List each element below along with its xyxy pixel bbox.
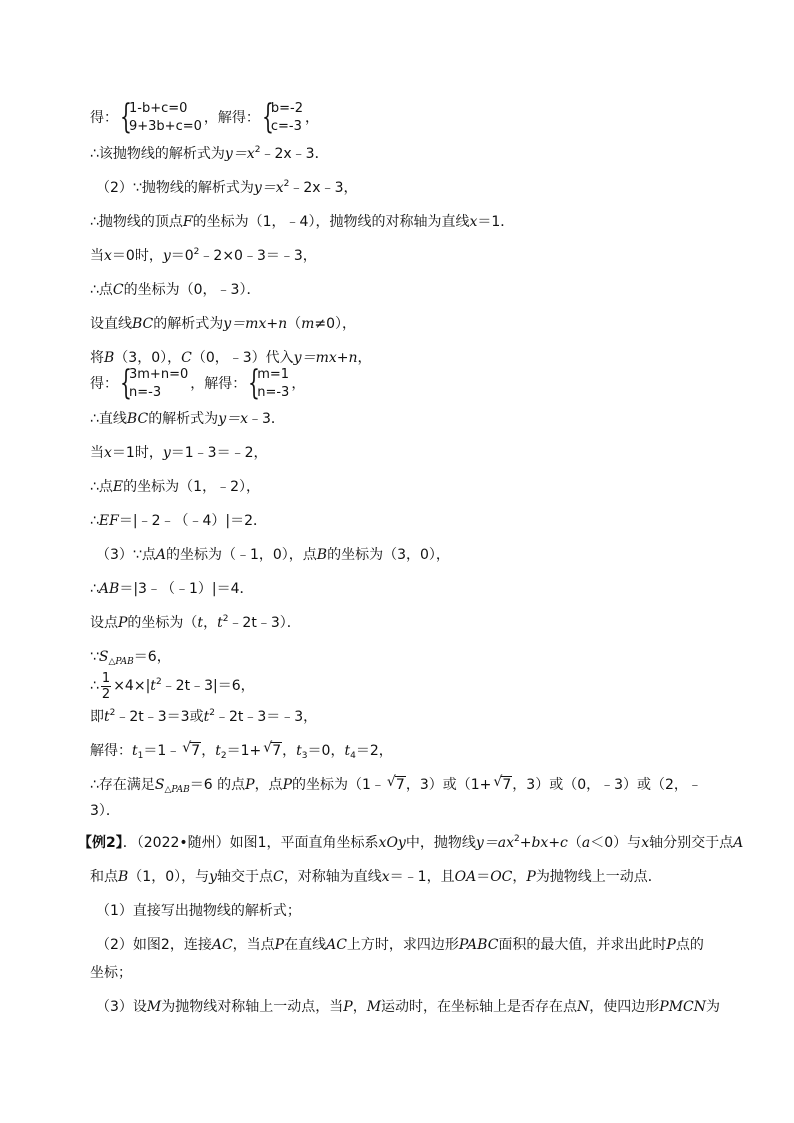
math-var: A: [155, 547, 166, 563]
text: 和点: [90, 869, 118, 885]
text: ∴该抛物线的解析式为: [90, 146, 225, 162]
fraction-numerator: 1: [101, 670, 111, 686]
equation-row: b=-2: [270, 101, 303, 116]
equation-row: n=-3: [129, 385, 162, 400]
text: 轴交于点: [217, 869, 274, 885]
text: （3，0），: [114, 350, 182, 366]
math-var: AC: [326, 937, 347, 953]
text: ，解得：: [203, 110, 260, 126]
text: 中，抛物线: [405, 835, 476, 851]
subscript: 2: [220, 751, 227, 761]
text: 的坐标为（0，﹣3）．: [123, 282, 261, 298]
math-var: PMCN: [659, 999, 706, 1015]
math-var: x: [381, 869, 390, 885]
text: ﹣3．: [248, 411, 285, 427]
math-var: B: [104, 350, 115, 366]
text: （0，﹣3）代入: [191, 350, 294, 366]
sqrt-radicand: 7: [272, 743, 282, 759]
x0-line: [90, 245, 710, 267]
math-var: x: [104, 248, 112, 264]
superscript: 2: [209, 708, 215, 718]
math-var: EF: [98, 513, 119, 529]
equation-system: { 3m+n=0 n=-3: [120, 363, 189, 403]
text: 的坐标为（1﹣: [291, 777, 385, 793]
point-e-line: [90, 476, 710, 498]
example2-line-1: [78, 832, 744, 854]
example2-line-2: [90, 866, 710, 888]
point-p-line: [90, 612, 710, 634]
math-var: C: [112, 282, 124, 298]
text: 得：: [90, 376, 118, 392]
text: ＝0时，: [111, 248, 163, 264]
text: 的坐标为（: [127, 615, 198, 631]
math-var: C: [273, 869, 284, 885]
text: ∴直线: [90, 411, 127, 427]
math-var: BC: [126, 411, 149, 427]
text: ，: [305, 110, 319, 126]
text: 面积的最大值，并求出此时: [498, 937, 667, 953]
text: （2）如图2，连接: [96, 937, 212, 953]
text: ，: [512, 869, 527, 885]
math-var: P: [526, 869, 536, 885]
text: ＝1+: [226, 743, 262, 759]
text: （1，0），与: [128, 869, 210, 885]
text: ﹣2×0﹣3＝﹣3，: [199, 248, 317, 264]
text: （3）∵点: [96, 547, 156, 563]
math-var: t: [150, 678, 156, 694]
math-var: F: [182, 214, 193, 230]
text: ﹣2t﹣3|＝6，: [161, 678, 255, 694]
math-var: BC: [132, 316, 154, 332]
text: ＝|﹣2﹣（﹣4）|＝2．: [118, 513, 268, 529]
question-3: [96, 996, 720, 1018]
fraction-denominator: 2: [101, 686, 111, 702]
text: （2）∵抛物线的解析式为: [96, 180, 254, 196]
solution-line: [90, 740, 710, 762]
text: ﹣2t﹣3）．: [228, 615, 301, 631]
text: ，3）或（1+: [405, 777, 492, 793]
text: ∴存在满足: [90, 777, 155, 793]
math-var: t: [344, 743, 351, 759]
math-var: y: [162, 248, 171, 264]
text: 坐标；: [90, 965, 132, 981]
math-var: AC: [211, 937, 233, 953]
superscript: 2: [193, 247, 200, 257]
math-var: M: [366, 999, 382, 1015]
question-2-cont: [90, 962, 710, 984]
system-line-1: [90, 96, 710, 140]
math-var: N: [577, 999, 590, 1015]
half-line: [90, 666, 710, 706]
math-var: t: [203, 709, 210, 725]
text: 将: [90, 350, 104, 366]
text: 为: [706, 999, 720, 1015]
sqrt-symbol: √ 7: [493, 774, 512, 793]
bc-result-line: [90, 408, 710, 430]
text: 当: [90, 248, 104, 264]
equation-row: 9+3b+c=0: [129, 119, 202, 134]
part3-line: [96, 544, 710, 566]
subscript: △PAB: [108, 657, 134, 667]
text: ﹣2x﹣3．: [260, 146, 329, 162]
math-var: P: [274, 937, 285, 953]
text: ，: [201, 743, 216, 759]
text: 点的: [675, 937, 704, 953]
math-var: PABC: [458, 937, 499, 953]
text: ，当点: [232, 937, 275, 953]
math-var: t: [197, 615, 204, 631]
text: 轴分别交于点: [649, 835, 734, 851]
text: ．（2022•随州）如图1，平面直角坐标系: [122, 835, 379, 851]
text: 得：: [90, 110, 118, 126]
text: ＝6 的点: [189, 777, 246, 793]
math-var: y: [209, 869, 218, 885]
text: 为抛物线上一动点．: [535, 869, 662, 885]
math-var: m: [301, 316, 315, 332]
subscript: 4: [350, 751, 356, 761]
equation-row: 3m+n=0: [129, 367, 189, 382]
math-var: y＝x: [224, 146, 255, 162]
subscript: △PAB: [164, 785, 190, 795]
math-var: B: [118, 869, 129, 885]
text: ≠0），: [314, 316, 357, 332]
text: ＝2，: [355, 743, 393, 759]
text: （3）设: [96, 999, 147, 1015]
text: ＝1﹣: [143, 743, 181, 759]
text: ，解得：: [190, 376, 247, 392]
text: ﹣2x﹣3，: [289, 180, 358, 196]
text: ﹣2t﹣3＝﹣3，: [214, 709, 318, 725]
equation-system: { m=1 n=-3: [248, 363, 290, 403]
ab-line: [90, 578, 710, 600]
x1-line: [90, 442, 710, 464]
equation-row: c=-3: [270, 119, 302, 134]
point-c-line: [90, 279, 710, 301]
math-var: t: [132, 743, 138, 759]
text: ∵: [90, 649, 99, 665]
superscript: 2: [254, 145, 261, 155]
text: （1）直接写出抛物线的解析式；: [96, 903, 301, 919]
text: ∴: [90, 513, 99, 529]
math-var: C: [181, 350, 192, 366]
math-var: x: [641, 835, 650, 851]
equation-row: n=-3: [257, 385, 290, 400]
text: ＝1时，: [111, 445, 163, 461]
math-var: OA: [454, 869, 477, 885]
text: ∴: [90, 581, 99, 597]
question-1: [96, 900, 710, 922]
line-bc-line: [90, 313, 710, 335]
text: ，: [352, 999, 367, 1015]
text: 即: [90, 709, 104, 725]
parabola-result-line: [90, 143, 710, 165]
superscript: 2: [283, 179, 290, 189]
text: ，: [357, 350, 372, 366]
text: 设直线: [90, 316, 132, 332]
math-var: AB: [98, 581, 120, 597]
text: 解得：: [90, 743, 132, 759]
sqrt-radicand: 7: [395, 777, 405, 793]
math-var: a: [581, 835, 591, 851]
text: 上方时，求四边形: [346, 937, 459, 953]
exist-line-cont: [90, 800, 710, 822]
equation-system: { 1-b+c=0 9+3b+c=0: [120, 97, 202, 137]
text: 的坐标为（3，0），: [327, 547, 450, 563]
sqrt-symbol: √ 7: [182, 740, 201, 759]
equation-row: m=1: [257, 367, 290, 382]
text: ＝1．: [477, 214, 515, 230]
text: ＝|3﹣（﹣1）|＝4．: [119, 581, 254, 597]
sqrt-radicand: 7: [191, 743, 201, 759]
math-var: P: [282, 777, 292, 793]
text: 的坐标为（1，﹣4），抛物线的对称轴为直线: [192, 214, 470, 230]
ef-line: [90, 510, 710, 532]
math-var: y＝mx+n: [293, 350, 358, 366]
math-var: t: [296, 743, 302, 759]
text: ＝0，: [307, 743, 345, 759]
math-var: P: [245, 777, 255, 793]
text: 设点: [90, 615, 118, 631]
text: ×4×|: [113, 678, 151, 694]
text: ＝6，: [133, 649, 171, 665]
math-var: S: [154, 777, 165, 793]
math-var: +bx+c: [519, 835, 568, 851]
text: ＝﹣1，且: [389, 869, 455, 885]
math-var: OC: [490, 869, 513, 885]
text: 3）．: [90, 803, 120, 819]
sqrt-symbol: √ 7: [386, 774, 405, 793]
superscript: 2: [109, 708, 116, 718]
text: 的解析式为: [148, 411, 219, 427]
text: ，: [203, 615, 218, 631]
math-var: B: [316, 547, 328, 563]
text: ＝0: [170, 248, 194, 264]
sqrt-radicand: 7: [502, 777, 512, 793]
area-line: [90, 646, 710, 668]
vertex-line: [90, 211, 710, 233]
text: ∴点: [90, 282, 113, 298]
text: 为抛物线对称轴上一动点，当: [161, 999, 344, 1015]
text: ，: [282, 743, 297, 759]
text: ＝1﹣3＝﹣2，: [170, 445, 268, 461]
math-var: M: [146, 999, 162, 1015]
math-var: y＝ax: [475, 835, 514, 851]
math-var: y＝x: [253, 180, 284, 196]
math-var: xOy: [378, 835, 406, 851]
part2-line: [96, 177, 710, 199]
sqrt-symbol: √ 7: [263, 740, 282, 759]
math-var: x: [104, 445, 112, 461]
equation-system: { b=-2 c=-3: [261, 97, 303, 137]
math-var: P: [343, 999, 353, 1015]
example-label: 【例2】: [78, 835, 123, 851]
text: ，对称轴为直线: [283, 869, 382, 885]
math-var: S: [98, 649, 109, 665]
math-var: y: [162, 445, 171, 461]
math-var: t: [104, 709, 110, 725]
text: 的解析式为: [153, 316, 224, 332]
math-var: y＝mx+n: [223, 316, 288, 332]
superscript: 2: [514, 834, 520, 844]
subscript: 3: [301, 751, 308, 761]
subscript: 1: [137, 751, 144, 761]
text: ﹣2t﹣3＝3或: [115, 709, 204, 725]
text: （: [567, 835, 582, 851]
math-var: y＝x: [218, 411, 248, 427]
math-var: A: [733, 835, 744, 851]
exist-line: [90, 774, 710, 796]
text: ，: [291, 376, 306, 392]
text: ＜0）与: [590, 835, 642, 851]
superscript: 2: [222, 614, 229, 624]
text: （: [287, 316, 302, 332]
text: ∴: [90, 678, 99, 694]
text: 的坐标为（1，﹣2），: [123, 479, 260, 495]
text: 在直线: [284, 937, 327, 953]
text: ∴抛物线的顶点: [90, 214, 183, 230]
math-var: P: [118, 615, 128, 631]
question-2: [96, 934, 710, 956]
text: ，使四边形: [589, 999, 660, 1015]
system-line-2: [90, 362, 710, 406]
math-var: P: [666, 937, 676, 953]
ji-line: [90, 706, 710, 728]
text: ，点: [254, 777, 283, 793]
text: 运动时，在坐标轴上是否存在点: [381, 999, 578, 1015]
text: ＝: [476, 869, 491, 885]
equation-row: 1-b+c=0: [129, 101, 188, 116]
superscript: 2: [155, 677, 162, 687]
math-var: t: [217, 615, 223, 631]
math-var: x: [469, 214, 478, 230]
text: ∴点: [90, 479, 113, 495]
fraction: [101, 671, 111, 702]
math-var: E: [112, 479, 124, 495]
text: 当: [90, 445, 104, 461]
text: ，3）或（0，﹣3）或（2，﹣: [512, 777, 702, 793]
math-var: t: [215, 743, 221, 759]
text: 的坐标为（﹣1，0），点: [165, 547, 317, 563]
